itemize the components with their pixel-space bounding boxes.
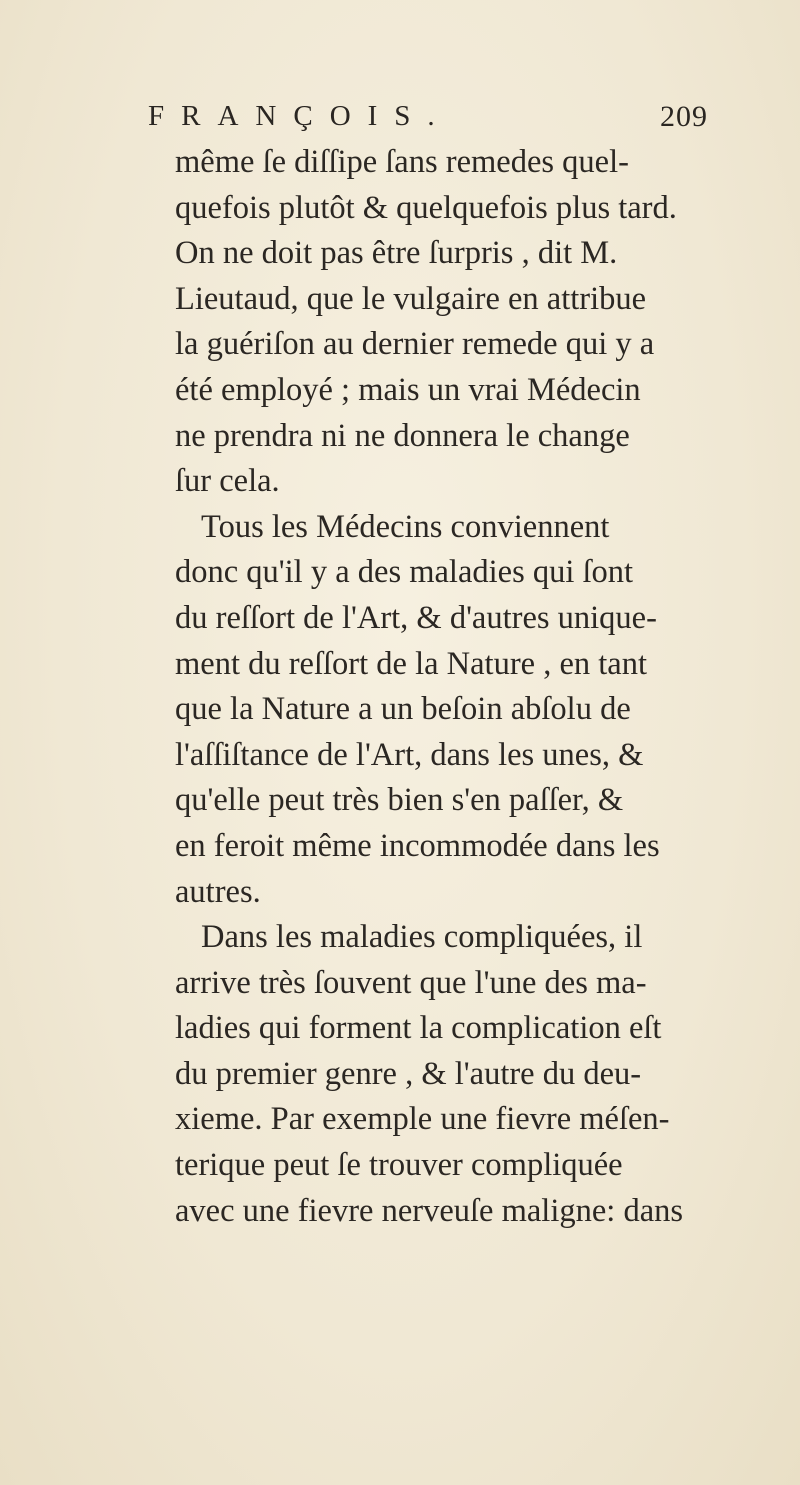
- text-line: en feroit même incommodée dans les: [175, 827, 660, 864]
- page-number: 209: [660, 100, 708, 133]
- text-line: donc qu'il y a des maladies qui ſont: [175, 554, 634, 591]
- paragraph-start-line: Dans les maladies compliquées, il: [201, 919, 643, 956]
- text-line: que la Nature a un beſoin abſolu de: [175, 691, 631, 728]
- paragraph-start-line: Tous les Médecins conviennent: [201, 508, 610, 545]
- text-line: autres.: [175, 873, 261, 910]
- text-line: qu'elle peut très bien s'en paſſer, &: [175, 782, 624, 819]
- body-text: [175, 140, 735, 1234]
- text-line: ne prendra ni ne donnera le change: [175, 417, 630, 454]
- text-line: du reſſort de l'Art, & d'autres unique-: [175, 599, 657, 636]
- text-line: ladies qui forment la complication eſt: [175, 1010, 662, 1047]
- text-line: arrive très ſouvent que l'une des ma-: [175, 964, 647, 1001]
- text-line: du premier genre , & l'autre du deu-: [175, 1055, 642, 1092]
- text-line: ment du reſſort de la Nature , en tant: [175, 645, 647, 682]
- text-line: même ſe diſſipe ſans remedes quel-: [175, 144, 629, 180]
- running-head: [148, 100, 708, 140]
- text-line: avec une fievre nerveuſe maligne: dans: [175, 1192, 684, 1229]
- text-line: terique peut ſe trouver compliquée: [175, 1147, 623, 1184]
- text-line: On ne doit pas être ſurpris , dit M.: [175, 235, 618, 272]
- text-line: ſur cela.: [175, 463, 280, 500]
- text-line: été employé ; mais un vrai Médecin: [175, 371, 641, 408]
- text-line: quefois plutôt & quelquefois plus tard.: [175, 189, 677, 226]
- running-head-title: FRANÇOIS.: [148, 100, 452, 132]
- text-line: la guériſon au dernier remede qui y a: [175, 326, 655, 363]
- text-line: xieme. Par exemple une fievre méſen-: [175, 1101, 670, 1138]
- text-line: l'aſſiſtance de l'Art, dans les unes, &: [175, 736, 644, 773]
- text-line: Lieutaud, que le vulgaire en attribue: [175, 280, 647, 317]
